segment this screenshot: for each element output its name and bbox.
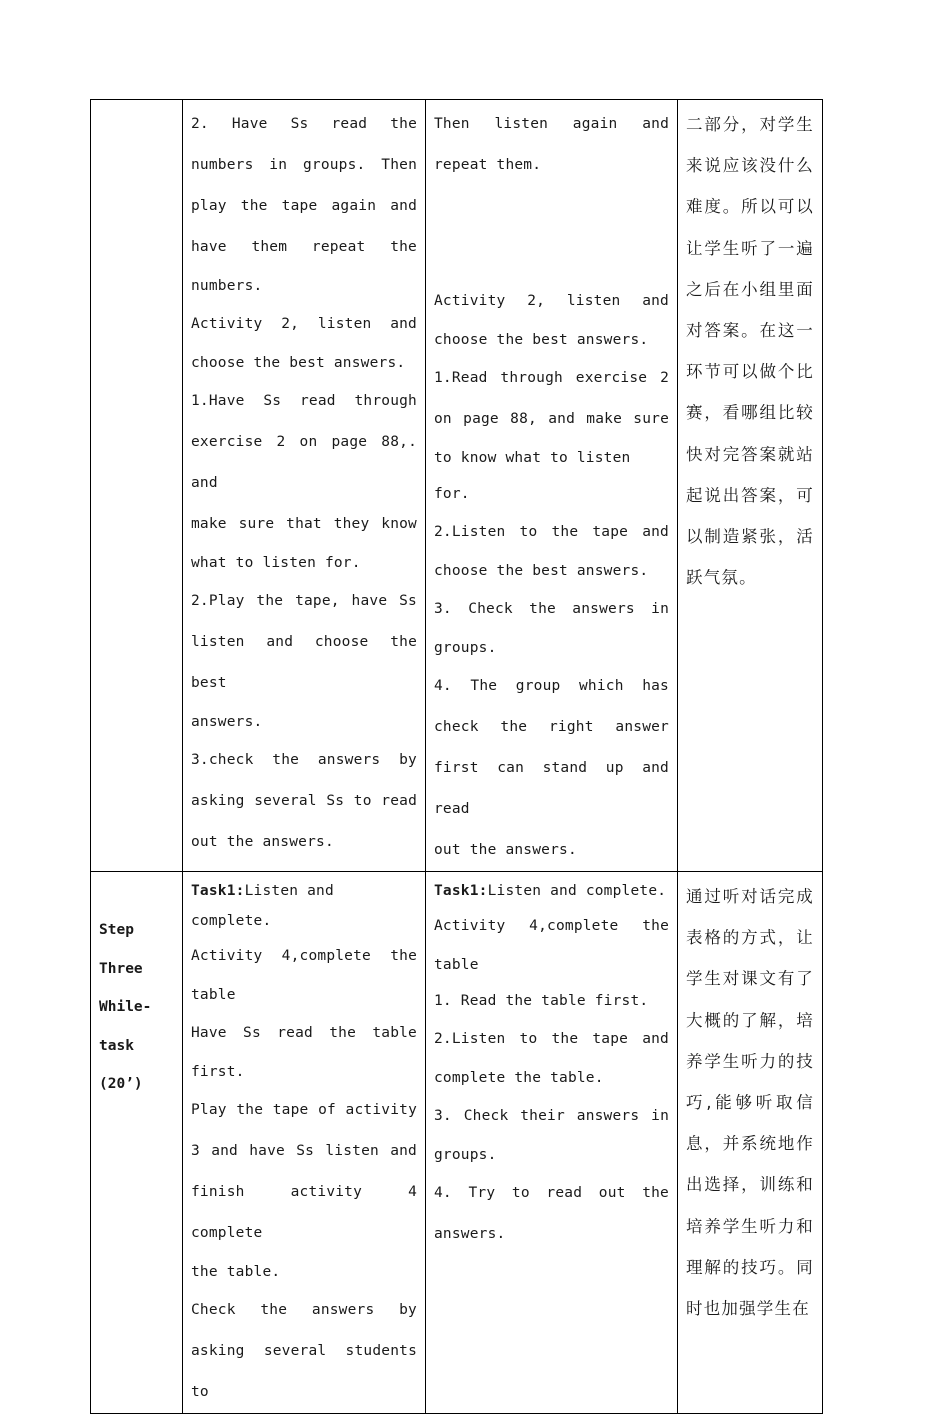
text-line: 4. The group which has xyxy=(434,678,669,694)
text-line: listen and choose the best xyxy=(191,634,417,691)
task-heading xyxy=(191,876,417,936)
purpose-text: 二部分，对学生来说应该没什么难度。所以可以让学生听了一遍之后在小组里面对答案。在这一环节可以做个比赛，看哪组比较快对完答案就站起说出答案，可以制造紧张，活跃气氛。 xyxy=(686,115,814,588)
text-line: table xyxy=(191,987,236,1003)
text-line: choose the best answers. xyxy=(191,355,406,371)
teacher-activity-cell xyxy=(183,872,426,1414)
text-line: Activity 4,complete the xyxy=(191,948,417,964)
task-title: Listen and complete. xyxy=(487,883,667,899)
text-line: first can stand up and read xyxy=(434,760,669,817)
table-row xyxy=(91,100,823,872)
text-line: groups. xyxy=(434,1147,497,1163)
purpose-cell xyxy=(678,100,823,872)
teacher-activity-cell xyxy=(183,100,426,872)
text-line: finish activity 4 complete xyxy=(191,1184,417,1241)
text-line: first. xyxy=(191,1064,245,1080)
text-line: 2.Listen to the tape and xyxy=(434,524,669,540)
text-line: answers. xyxy=(434,1226,506,1242)
step-cell xyxy=(91,872,183,1414)
text-line: to know what to listen for. xyxy=(434,450,631,502)
text-line: Activity 2, listen and xyxy=(191,316,417,332)
table-row xyxy=(91,872,823,1414)
text-line: 4. Try to read out the xyxy=(434,1185,669,1201)
text-line: Then listen again and xyxy=(434,116,669,132)
text-line: 3. Check their answers in xyxy=(434,1108,669,1124)
text-line: numbers. xyxy=(191,278,263,294)
text-line: 2.Listen to the tape and xyxy=(434,1031,669,1047)
text-line: groups. xyxy=(434,640,497,656)
text-line: what to listen for. xyxy=(191,555,361,571)
text-line: asking several Ss to read xyxy=(191,793,417,809)
text-line: numbers in groups. Then xyxy=(191,157,417,173)
step-label: task xyxy=(99,1038,134,1054)
step-label: Step xyxy=(99,922,134,938)
text-line: 3. Check the answers in xyxy=(434,601,669,617)
text-line: 1.Have Ss read through xyxy=(191,393,417,409)
text-line: out the answers. xyxy=(191,834,334,850)
text-line: Have Ss read the table xyxy=(191,1025,417,1041)
text-line: 1. Read the table first. xyxy=(434,993,649,1009)
text-line: on page 88, and make sure xyxy=(434,411,669,427)
text-line: complete the table. xyxy=(434,1070,604,1086)
text-line: 1.Read through exercise 2 xyxy=(434,370,669,386)
text-line: Check the answers by xyxy=(191,1302,417,1318)
lesson-plan-table xyxy=(90,99,823,1414)
text-line: answers. xyxy=(191,714,263,730)
text-line: 2. Have Ss read the xyxy=(191,116,417,132)
step-cell-empty xyxy=(91,100,183,872)
purpose-text: 通过听对话完成表格的方式，让学生对课文有了大概的了解，培养学生听力的技巧,能够听取信息，并系统地作出选择，训练和培养学生听力和理解的技巧。同时也加强学生在 xyxy=(686,887,814,1319)
text-line: out the answers. xyxy=(434,842,577,858)
text-line: Activity 2, listen and xyxy=(434,293,669,309)
text-line: 3 and have Ss listen and xyxy=(191,1143,417,1159)
step-label: Three xyxy=(99,961,143,977)
step-label: (20’) xyxy=(99,1076,143,1092)
purpose-cell xyxy=(678,872,823,1414)
task-title: Listen and complete. xyxy=(191,883,334,929)
text-line: 2.Play the tape, have Ss xyxy=(191,593,417,609)
text-line: the table. xyxy=(191,1264,281,1280)
text-line: Activity 4,complete the xyxy=(434,918,669,934)
text-line: play the tape again and xyxy=(191,198,417,214)
student-activity-cell xyxy=(426,100,678,872)
text-line: table xyxy=(434,957,479,973)
student-activity-cell xyxy=(426,872,678,1414)
text-line: 3.check the answers by xyxy=(191,752,417,768)
task-heading xyxy=(434,876,669,906)
text-line: exercise 2 on page 88,. and xyxy=(191,434,417,491)
text-line: asking several students to xyxy=(191,1343,417,1400)
task-label: Task1: xyxy=(191,883,245,899)
text-line: choose the best answers. xyxy=(434,563,649,579)
text-line: make sure that they know xyxy=(191,516,417,532)
text-line: have them repeat the xyxy=(191,239,417,255)
step-label: While- xyxy=(99,999,152,1015)
text-line: check the right answer xyxy=(434,719,669,735)
text-line: repeat them. xyxy=(434,157,542,173)
text-line: Play the tape of activity xyxy=(191,1102,417,1118)
text-line: choose the best answers. xyxy=(434,332,649,348)
task-label: Task1: xyxy=(434,883,488,899)
